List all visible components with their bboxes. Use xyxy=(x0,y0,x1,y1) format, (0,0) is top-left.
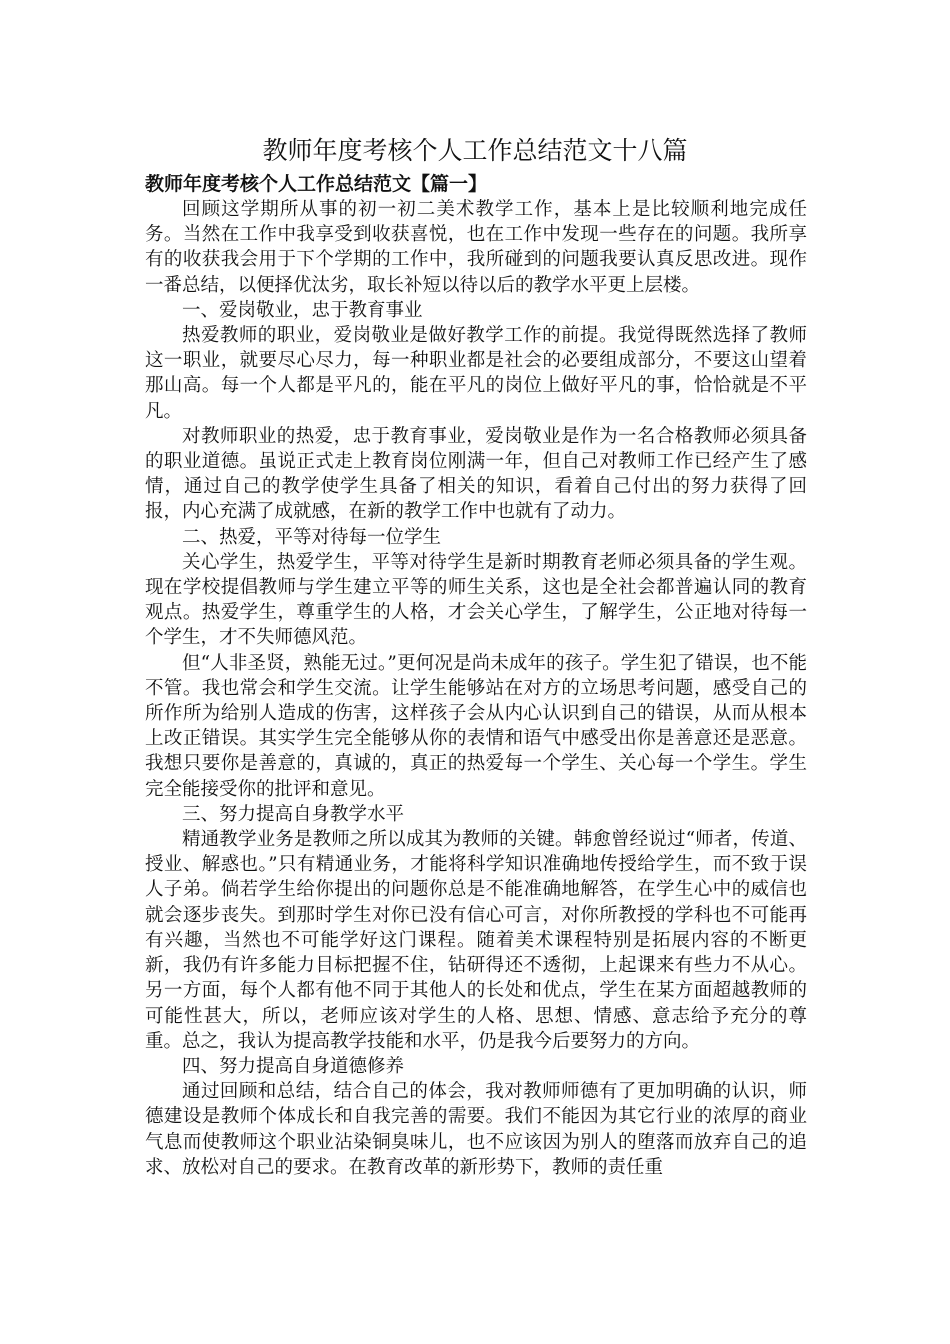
subheading: 三、努力提高自身教学水平 xyxy=(182,803,405,825)
subheading: 四、努力提高自身道德修养 xyxy=(182,1055,405,1077)
paragraph: 关心学生，热爱学生，平等对待学生是新时期教育老师必须具备的学生观。现在学校提倡教师与学生建立平等的师生关系，这也是全社会都普遍认同的教育观点。热爱学生，尊重学生的人格，才会关心学生，了解学生，公正地对待每一个学生，才不失师德风范。 xyxy=(145,551,807,649)
paragraph: 但“人非圣贤，熟能无过。”更何况是尚未成年的孩子。学生犯了错误，也不能不管。我也常会和学生交流。让学生能够站在对方的立场思考问题，感受自己的所作所为给别人造成的伤害，这样孩子会从内心认识到自己的错误，从而从根本上改正错误。其实学生完全能够从你的表情和语气中感受出你是善意还是恶意。我想只要你是善意的，真诚的，真正的热爱每一个学生、关心每一个学生。学生完全能接受你的批评和意见。 xyxy=(145,652,807,800)
document-title: 教师年度考核个人工作总结范文十八篇 xyxy=(262,136,688,165)
paragraph: 精通教学业务是教师之所以成其为教师的关键。韩愈曾经说过“师者，传道、授业、解惑也。”只有精通业务，才能将科学知识准确地传授给学生，而不致于误人子弟。倘若学生给你提出的问题你总是不能准确地解答，在学生心中的威信也就会逐步丧失。到那时学生对你已没有信心可言，对你所教授的学科也不可能再有兴趣，当然也不可能学好这门课程。随着美术课程特别是拓展内容的不断更新，我仍有许多能力目标把握不住，钻研得还不透彻，上起课来有些力不从心。另一方面，每个人都有他不同于其他人的长处和优点，学生在某方面超越教师的可能性甚大，所以，老师应该对学生的人格、思想、情感、意志给予充分的尊重。总之，我认为提高教学技能和水平，仍是我今后要努力的方向。 xyxy=(145,829,807,1052)
subheading: 二、热爱，平等对待每一位学生 xyxy=(182,526,442,548)
paragraph: 热爱教师的职业，爱岗敬业是做好教学工作的前提。我觉得既然选择了教师这一职业，就要尽心尽力，每一种职业都是社会的必要组成部分，不要这山望着那山高。每一个人都是平凡的，能在平凡的岗位上做好平凡的事，恰恰就是不平凡。 xyxy=(145,325,807,422)
subheading: 一、爱岗敬业，忠于教育事业 xyxy=(182,299,423,321)
paragraph: 回顾这学期所从事的初一初二美术教学工作，基本上是比较顺利地完成任务。当然在工作中我享受到收获喜悦，也在工作中发现一些存在的问题。我所享有的收获我会用于下个学期的工作中，我所碰到的问题我要认真反思改进。现作一番总结，以便择优汰劣，取长补短以待以后的教学水平更上层楼。 xyxy=(145,199,807,296)
document-body xyxy=(145,172,807,1180)
paragraph: 对教师职业的热爱，忠于教育事业，爱岗敬业是作为一名合格教师必须具备的职业道德。虽说正式走上教育岗位刚满一年，但自己对教师工作已经产生了感情，通过自己的教学使学生具备了相关的知识，看着自己付出的努力获得了回报，内心充满了成就感，在新的教学工作中也就有了动力。 xyxy=(145,425,807,523)
section-heading: 教师年度考核个人工作总结范文【篇一】 xyxy=(145,173,488,195)
paragraph: 通过回顾和总结，结合自己的体会，我对教师师德有了更加明确的认识，师德建设是教师个体成长和自我完善的需要。我们不能因为其它行业的浓厚的商业气息而使教师这个职业沾染铜臭味儿，也不应该因为别人的堕落而放弃自己的追求、放松对自己的要求。在教育改革的新形势下，教师的责任重 xyxy=(145,1081,807,1178)
